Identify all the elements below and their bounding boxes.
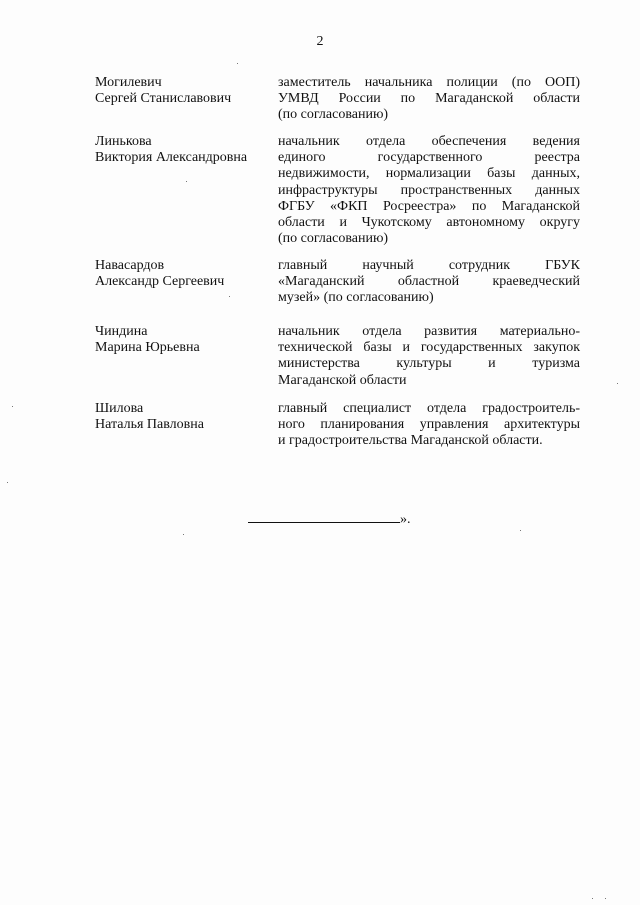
member-name xyxy=(95,75,270,107)
scan-speck xyxy=(592,898,593,899)
position-line: единого государственного реестра xyxy=(278,150,580,166)
position-line: УМВД России по Магаданской области xyxy=(278,91,580,107)
member-surname: Линькова xyxy=(95,134,152,149)
member-given-names: Сергей Станиславович xyxy=(95,91,232,107)
member-position xyxy=(278,258,580,307)
position-line: инфраструктуры пространственных данных xyxy=(278,182,580,198)
position-line: недвижимости, нормализации базы данных, xyxy=(278,166,580,182)
member-name xyxy=(95,401,270,433)
member-name xyxy=(95,324,270,356)
member-position xyxy=(278,324,580,389)
member-given-names: Александр Сергеевич xyxy=(95,274,225,290)
position-line: министерства культуры и туризма xyxy=(278,356,580,372)
member-name xyxy=(95,258,270,290)
member-position xyxy=(278,134,580,247)
member-position xyxy=(278,75,580,124)
position-line: и градостроительства Магаданской области. xyxy=(278,433,543,449)
member-given-names: Виктория Александровна xyxy=(95,150,248,166)
member-surname: Навасардов xyxy=(95,258,165,273)
position-line: «Магаданский областной краеведческий xyxy=(278,274,580,290)
position-line: главный специалист отдела градостроитель- xyxy=(278,401,580,416)
member-given-names: Наталья Павловна xyxy=(95,417,204,433)
closing-mark xyxy=(248,512,411,528)
scan-speck xyxy=(605,898,606,899)
position-line: технической базы и государственных закупок xyxy=(278,340,580,356)
position-line: главный научный сотрудник ГБУК xyxy=(278,258,580,273)
scan-speck xyxy=(520,530,521,531)
position-line: музей» (по согласованию) xyxy=(278,290,434,306)
position-line: (по согласованию) xyxy=(278,231,389,247)
scan-speck xyxy=(183,534,184,535)
position-line: ФГБУ «ФКП Росреестра» по Магаданской xyxy=(278,198,580,214)
scan-speck xyxy=(229,296,230,297)
position-line: (по согласованию) xyxy=(278,107,389,123)
scan-speck xyxy=(237,63,238,64)
scan-speck xyxy=(617,383,618,384)
position-line: заместитель начальника полиции (по ООП) xyxy=(278,75,580,90)
position-line: Магаданской области xyxy=(278,372,407,388)
member-surname: Шилова xyxy=(95,401,144,416)
position-line: начальник отдела обеспечения ведения xyxy=(278,134,580,149)
position-line: области и Чукотскому автономному округу xyxy=(278,215,580,231)
page-number: 2 xyxy=(316,34,324,49)
member-surname: Чиндина xyxy=(95,324,148,339)
position-line: начальник отдела развития материально- xyxy=(278,324,580,339)
scan-speck xyxy=(7,482,8,483)
member-given-names: Марина Юрьевна xyxy=(95,340,200,356)
closing-underline xyxy=(248,512,400,523)
scan-speck xyxy=(12,406,13,407)
scan-speck xyxy=(186,181,187,182)
member-surname: Могилевич xyxy=(95,75,162,90)
member-position xyxy=(278,401,580,450)
position-line: ного планирования управления архитектуры xyxy=(278,417,580,433)
member-name xyxy=(95,134,270,166)
closing-quote: ». xyxy=(400,512,411,527)
